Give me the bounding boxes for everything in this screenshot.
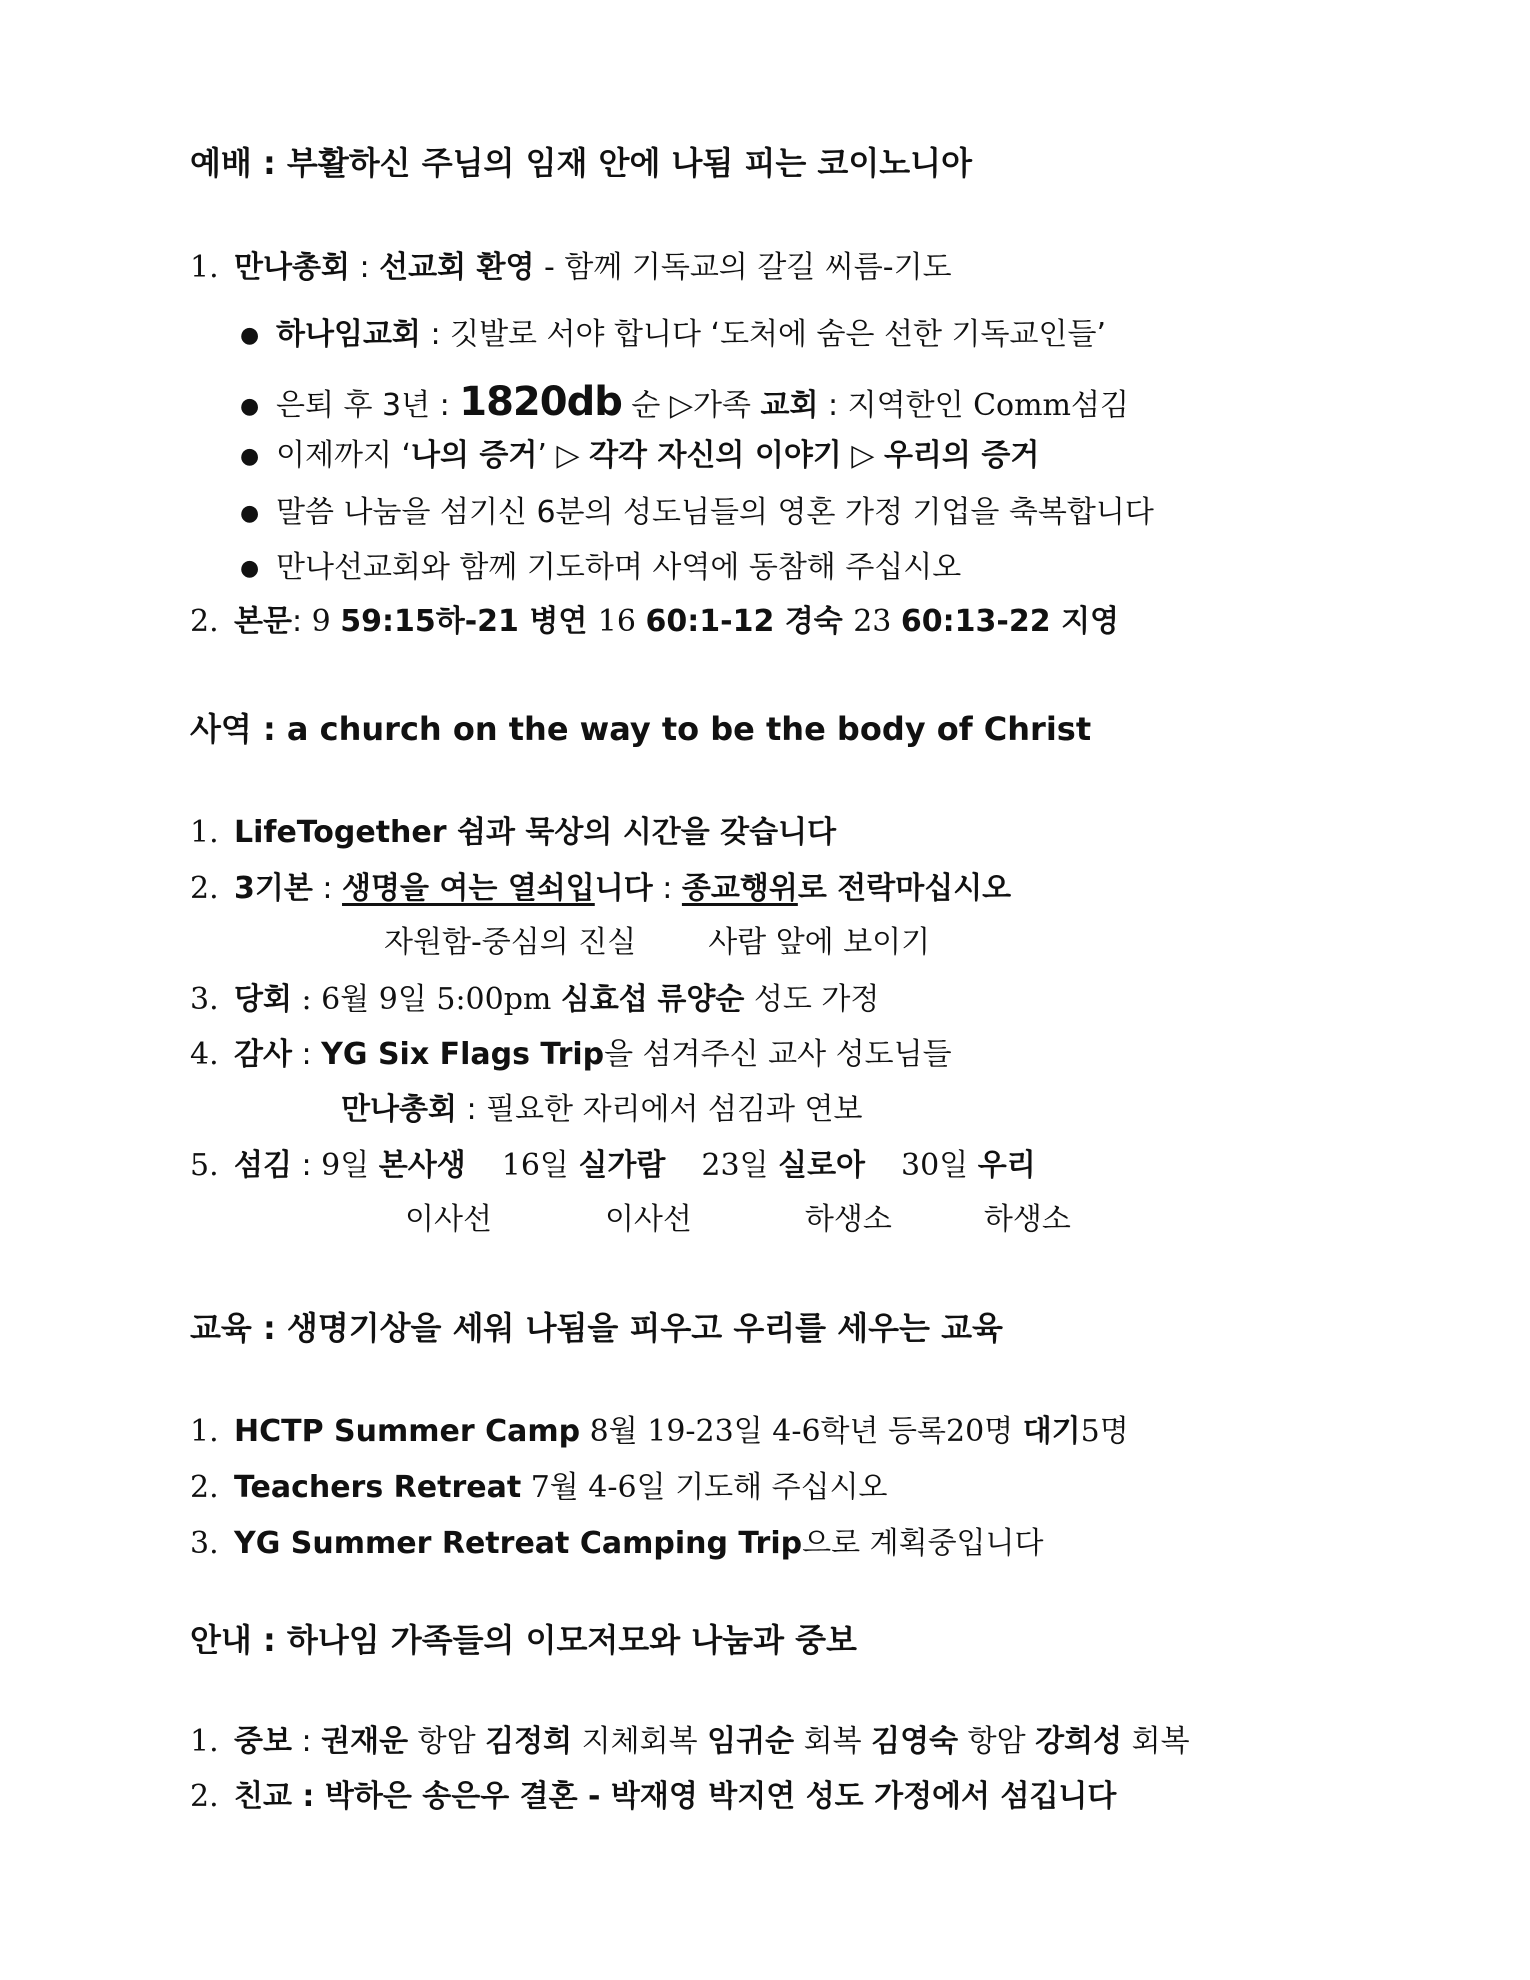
education-item-2: 2. Teachers Retreat 7월 4-6일 기도해 주십시오 [190,1470,888,1505]
worship-bullet-5: ● 만나선교회와 함께 기도하며 사역에 동참해 주십시오 [240,548,961,589]
ministry-item-5-sub: 이사선 이사선 하생소 하생소 [405,1202,1071,1237]
bullet-icon: ● [240,500,260,526]
ministry-item-4-sub: 만나총회 : 필요한 자리에서 섬김과 연보 [341,1092,863,1127]
worship-item-2: 2. 본문: 9 59:15하-21 병연 16 60:1-12 경숙 23 60:13-22 지영 [190,604,1120,639]
ministry-item-2: 2. 3기본 : 생명을 여는 열쇠입니다 : 종교행위로 전락마십시오 [190,871,1012,906]
ministry-item-5: 5. 섬김 : 9일 본사생 16일 실가람 23일 실로아 30일 우리 [190,1148,1036,1183]
ministry-item-2-sub: 자원함-중심의 진실 사람 앞에 보이기 [384,925,931,960]
education-item-3: 3. YG Summer Retreat Camping Trip으로 계획중입니다 [190,1526,1044,1561]
ministry-item-3: 3. 당회 : 6월 9일 5:00pm 심효섭 류양순 성도 가정 [190,982,880,1017]
bullet-icon: ● [240,443,260,469]
education-heading: 교육 : 생명기상을 세워 나됨을 피우고 우리를 세우는 교육 [190,1309,1003,1347]
ministry-heading: 사역 : a church on the way to be the body of Christ [190,710,1092,748]
worship-item-1: 1. 만나총회 : 선교회 환영 - 함께 기독교의 갈길 씨름-기도 [190,250,952,285]
notice-item-1: 1. 중보 : 권재운 항암 김정희 지체회복 임귀순 회복 김영숙 항암 강희성 회복 [190,1724,1190,1759]
worship-bullet-2: ● 은퇴 후 3년 : 1820db 순 ▷가족 교회 : 지역한인 Comm섬김 [240,379,1129,425]
ministry-item-4: 4. 감사 : YG Six Flags Trip을 섬겨주신 교사 성도님들 [190,1037,952,1072]
bullet-icon: ● [240,322,260,348]
worship-heading: 예배 : 부활하신 주님의 임재 안에 나됨 피는 코이노니아 [190,144,972,182]
worship-bullet-1: ● 하나임교회 : 깃발로 서야 합니다 ‘도처에 숨은 선한 기독교인들’ [240,315,1106,356]
notice-heading: 안내 : 하나임 가족들의 이모저모와 나눔과 중보 [190,1621,857,1659]
ministry-item-1: 1. LifeTogether 쉼과 묵상의 시간을 갖습니다 [190,815,837,850]
education-item-1: 1. HCTP Summer Camp 8월 19-23일 4-6학년 등록20명 대기5명 [190,1414,1129,1449]
worship-bullet-4: ● 말씀 나눔을 섬기신 6분의 성도님들의 영혼 가정 기업을 축복합니다 [240,493,1154,534]
notice-item-2: 2. 친교 : 박하은 송은우 결혼 - 박재영 박지연 성도 가정에서 섬깁니다 [190,1779,1117,1814]
bullet-icon: ● [240,555,260,581]
worship-bullet-3: ● 이제까지 ‘나의 증거’ ▷ 각각 자신의 이야기 ▷ 우리의 증거 [240,436,1039,477]
bullet-icon: ● [240,393,260,419]
